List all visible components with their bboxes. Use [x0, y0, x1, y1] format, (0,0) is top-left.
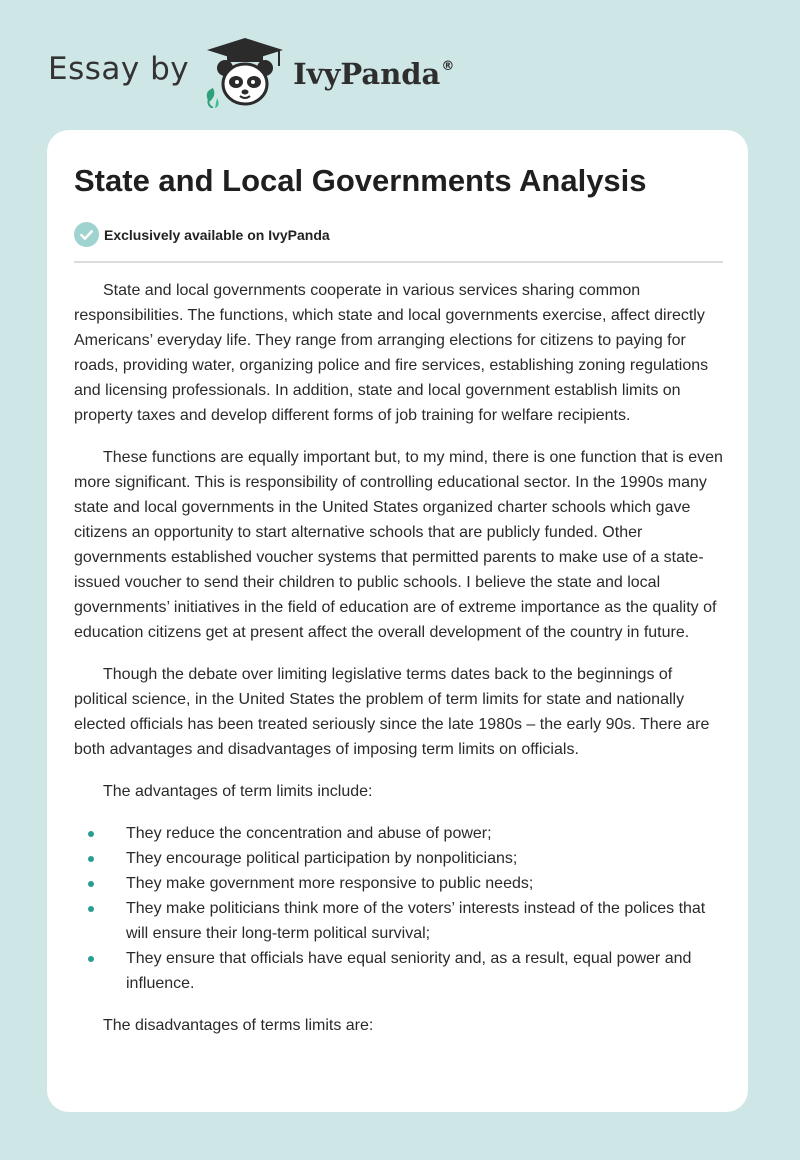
paragraph: The disadvantages of terms limits are: [103, 1017, 374, 1034]
paragraph: State and local governments cooperate in various services sharing common responsibilities. The functions, which state and local governments exercise, affect directly Americans’ everyday life. They range from arranging elections for citizens to paying for roads, providing water, organizing police and fire services, establishing zoning regulations and licensing professionals. In addition, state and local government establish limits on property taxes and develop different forms of job training for welfare recipients. [74, 282, 709, 424]
bullet-icon [88, 906, 94, 912]
page-title: State and Local Governments Analysis [74, 163, 647, 198]
list-item-text: They reduce the concentration and abuse of power; [126, 825, 492, 842]
bullet-icon [88, 956, 94, 962]
exclusive-badge-label: Exclusively available on IvyPanda [104, 226, 330, 243]
list-item [74, 846, 726, 871]
site-header [48, 36, 548, 108]
list-item [74, 871, 726, 896]
bullet-icon [88, 881, 94, 887]
list-item-text: They make government more responsive to public needs; [126, 875, 534, 892]
bullet-icon [88, 831, 94, 837]
title-divider [74, 261, 723, 263]
check-circle-icon [74, 222, 99, 247]
list-item-text: They encourage political participation by nonpoliticians; [126, 850, 518, 867]
brand-name[interactable] [293, 57, 454, 91]
advantages-list [74, 821, 726, 996]
paragraph: Though the debate over limiting legislative terms dates back to the beginnings of political science, in the United States the problem of term limits for state and nationally elected officials has been treated seriously since the late 1980s – the early 90s. There are both advantages and disadvantages of imposing term limits on officials. [74, 666, 710, 758]
paragraph: These functions are equally important but, to my mind, there is one function that is even more significant. This is responsibility of controlling educational sector. In the 1990s many state and local governments in the United States organized charter schools which gave citizens an opportunity to start alternative schools that are publicly funded. Other governments established voucher systems that permitted parents to make use of a state-issued voucher to send their children to public schools. I believe the state and local governments’ initiatives in the field of education are of extreme importance as the quality of education citizens get at present affect the overall development of the country in future. [74, 449, 723, 641]
brand-label: IvyPanda [293, 57, 441, 91]
bullet-icon [88, 856, 94, 862]
essay-body [74, 278, 726, 1055]
essay-card [47, 130, 748, 1112]
list-item [74, 946, 726, 996]
panda-graduate-logo-icon[interactable] [199, 36, 291, 108]
list-item [74, 896, 726, 946]
essay-by-label: Essay by [48, 51, 190, 87]
list-item [74, 821, 726, 846]
exclusive-badge [74, 222, 330, 247]
list-item-text: They make politicians think more of the voters’ interests instead of the polices that will ensure their long-term political survival; [126, 900, 706, 942]
registered-mark: ® [441, 59, 455, 74]
paragraph: The advantages of term limits include: [103, 783, 373, 800]
list-item-text: They ensure that officials have equal seniority and, as a result, equal power and influence. [126, 950, 692, 992]
